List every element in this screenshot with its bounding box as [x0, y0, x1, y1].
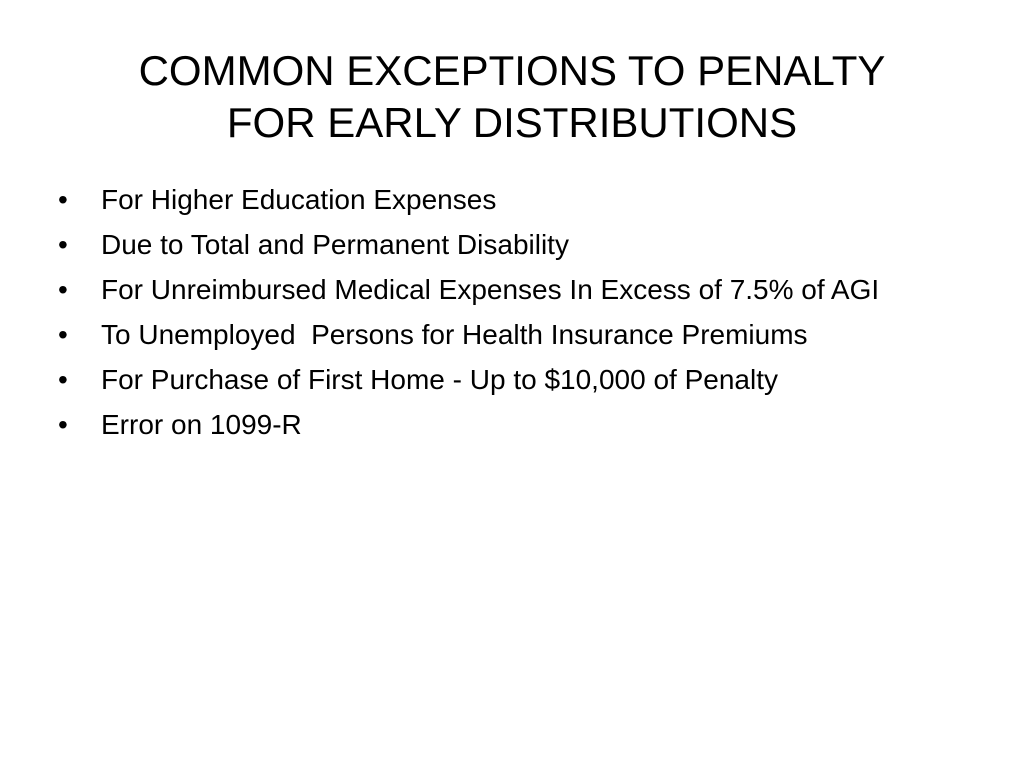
bullet-dot-icon: •: [58, 364, 68, 395]
title-line-1: COMMON EXCEPTIONS TO PENALTY: [138, 47, 886, 94]
bullet-dot-icon: •: [58, 184, 68, 215]
bullet-item-higher-education: [58, 182, 958, 218]
bullet-item-1099r-error: [58, 407, 958, 443]
bullet-dot-icon: •: [58, 229, 68, 260]
bullet-list: [58, 182, 958, 452]
bullet-item-first-home: [58, 362, 958, 398]
bullet-text: For Purchase of First Home - Up to $10,000 of Penalty: [101, 364, 778, 395]
bullet-text: Due to Total and Permanent Disability: [101, 229, 569, 260]
title-line-2: FOR EARLY DISTRIBUTIONS: [226, 99, 798, 146]
bullet-dot-icon: •: [58, 319, 68, 350]
bullet-item-disability: [58, 227, 958, 263]
bullet-text: Error on 1099-R: [101, 409, 302, 440]
bullet-item-medical-expenses: [58, 272, 958, 308]
bullet-dot-icon: •: [58, 274, 68, 305]
slide-title: [60, 45, 964, 149]
bullet-dot-icon: •: [58, 409, 68, 440]
bullet-item-unemployed-insurance: [58, 317, 958, 353]
bullet-text: To Unemployed Persons for Health Insurance Premiums: [101, 319, 808, 350]
bullet-text: For Unreimbursed Medical Expenses In Excess of 7.5% of AGI: [101, 274, 880, 305]
bullet-text: For Higher Education Expenses: [101, 184, 497, 215]
